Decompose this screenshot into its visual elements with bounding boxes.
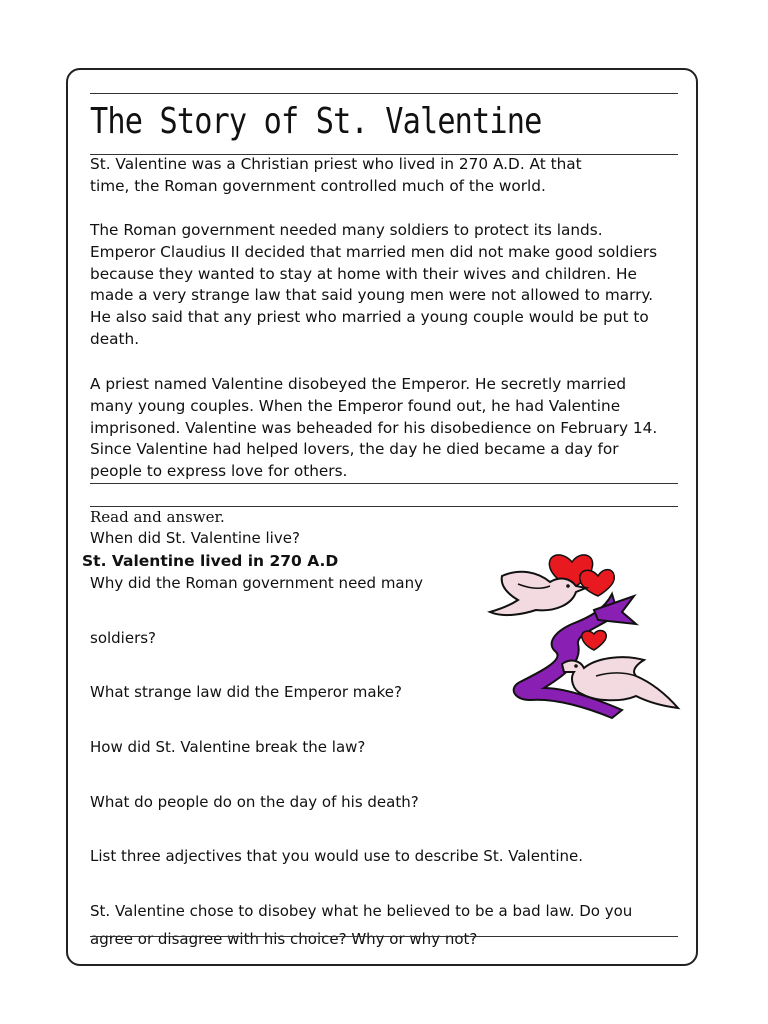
dove-upper-eye bbox=[566, 584, 570, 588]
title-top-rule bbox=[90, 93, 678, 94]
question-4: How did St. Valentine break the law? bbox=[90, 738, 366, 756]
exercise-heading: Read and answer. bbox=[90, 508, 225, 526]
dove-lower-eye bbox=[574, 664, 578, 668]
story-paragraph-1: St. Valentine was a Christian priest who lived in 270 A.D. At that time, the Roman government controlled much of the world. bbox=[90, 155, 582, 195]
answer-1: St. Valentine lived in 270 A.D bbox=[82, 552, 339, 570]
question-6: List three adjectives that you would use to describe St. Valentine. bbox=[90, 847, 583, 865]
question-2-line-1: Why did the Roman government need many bbox=[90, 574, 424, 592]
bottom-rule bbox=[90, 936, 678, 937]
question-5: What do people do on the day of his death? bbox=[90, 793, 419, 811]
question-7-line-2: agree or disagree with his choice? Why or why not? bbox=[90, 930, 478, 948]
question-2-line-2: soldiers? bbox=[90, 629, 157, 647]
story-paragraph-3: A priest named Valentine disobeyed the Emperor. He secretly married many young couples. When the Emperor found out, he had Valentine imprisoned. Valentine was beheaded for his disobedience on February 14. Since Valentine had helped lovers, the day he died became a day for people to express love for others. bbox=[90, 375, 658, 481]
ribbon-tail-shape bbox=[594, 596, 636, 624]
heart-right-shape bbox=[580, 570, 614, 596]
page-title: The Story of St. Valentine bbox=[90, 101, 542, 142]
doves-hearts-ribbon-illustration bbox=[484, 532, 684, 728]
story-paragraph-2: The Roman government needed many soldiers to protect its lands. Emperor Claudius II decided that married men did not make good soldiers because they wanted to stay at home with their wives and children. He made a very strange law that said young men were not allowed to marry. He also said that any priest who married a young couple would be put to death. bbox=[90, 221, 658, 348]
question-3: What strange law did the Emperor make? bbox=[90, 683, 402, 701]
story-bottom-rule bbox=[90, 483, 678, 484]
heart-small-shape bbox=[582, 631, 607, 650]
question-7-line-1: St. Valentine chose to disobey what he believed to be a bad law. Do you bbox=[90, 902, 633, 920]
question-1: When did St. Valentine live? bbox=[90, 529, 300, 547]
